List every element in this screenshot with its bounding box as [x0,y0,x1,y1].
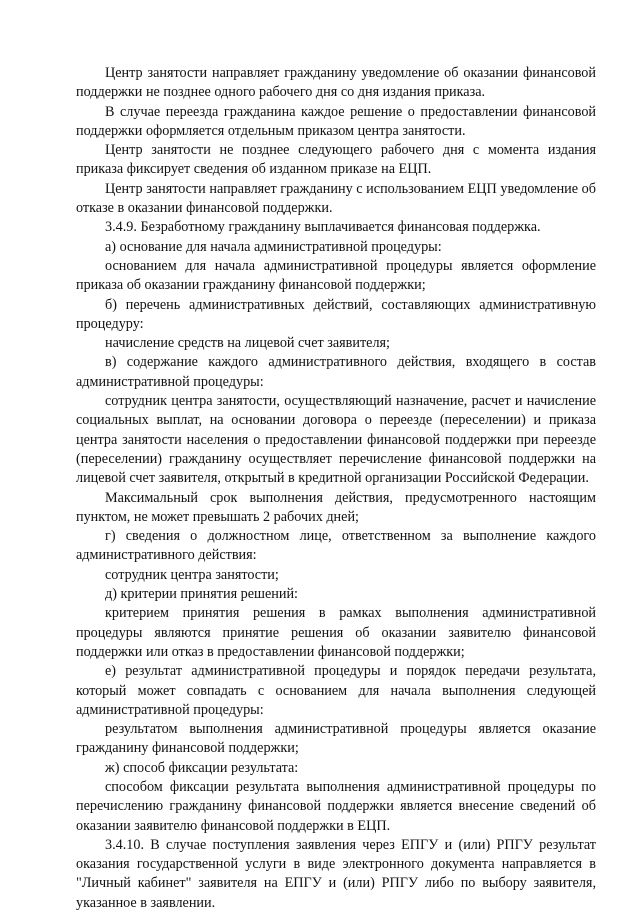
paragraph: в) содержание каждого административного действия, входящего в состав административной процедуры: [76,354,596,390]
paragraph: е) результат административной процедуры и порядок передачи результата, который может совпадать с основанием для начала выполнения следующей административной процедуры: [76,663,596,718]
paragraph: Максимальный срок выполнения действия, предусмотренного настоящим пунктом, не может превышать 2 рабочих дней; [76,489,596,525]
paragraph: ж) способ фиксации результата: [105,759,299,776]
paragraph: Центр занятости не позднее следующего рабочего дня с момента издания приказа фиксирует сведения об изданном приказе на ЕЦП. [76,142,596,178]
paragraph: Центр занятости направляет гражданину с использованием ЕЦП уведомление об отказе в оказании финансовой поддержки. [76,180,596,217]
paragraph: сотрудник центра занятости; [105,566,279,583]
document-page [76,64,596,913]
paragraph: результатом выполнения административной процедуры является оказание гражданину финансовой поддержки; [76,721,596,757]
paragraph: 3.4.10. В случае поступления заявления через ЕПГУ и (или) РПГУ результат оказания государственной услуги в виде электронного документа направляется в "Личный кабинет" заявителя на ЕПГУ и (или) РПГУ либо по выбору заявителя, указанное в заявлении. [76,836,596,911]
paragraph: 3.4.9. Безработному гражданину выплачивается финансовая поддержка. [105,219,541,236]
paragraph: б) перечень административных действий, составляющих административную процедуру: [76,296,596,332]
paragraph: основанием для начала административной процедуры является оформление приказа об оказании гражданину финансовой поддержки; [76,257,596,294]
paragraph: начисление средств на лицевой счет заявителя; [105,335,391,352]
paragraph: сотрудник центра занятости, осуществляющий назначение, расчет и начисление социальных выплат, на основании договора о переезде (переселении) и приказа центра занятости населения о предоставлении финансовой поддержки при переезде (переселении) гражданину осуществляет перечисление финансовой поддержки на лицевой счет заявителя, открытый в кредитной организации Российской Федерации. [76,393,596,487]
paragraph: д) критерии принятия решений: [105,586,298,603]
paragraph: а) основание для начала административной процедуры: [105,238,442,255]
paragraph: критерием принятия решения в рамках выполнения административной процедуры являются принятие решения об оказании заявителю финансовой поддержки или отказ в предоставлении финансовой поддержки; [76,605,596,660]
paragraph: способом фиксации результата выполнения административной процедуры по перечислению гражданину финансовой поддержки является внесение сведений об оказании заявителю финансовой поддержки в ЕЦП. [76,778,596,834]
paragraph: г) сведения о должностном лице, ответственном за выполнение каждого административного действия: [76,528,596,564]
paragraph: Центр занятости направляет гражданину уведомление об оказании финансовой поддержки не позднее одного рабочего дня со дня издания приказа. [76,65,596,101]
paragraph: В случае переезда гражданина каждое решение о предоставлении финансовой поддержки оформляется отдельным приказом центра занятости. [76,103,596,139]
